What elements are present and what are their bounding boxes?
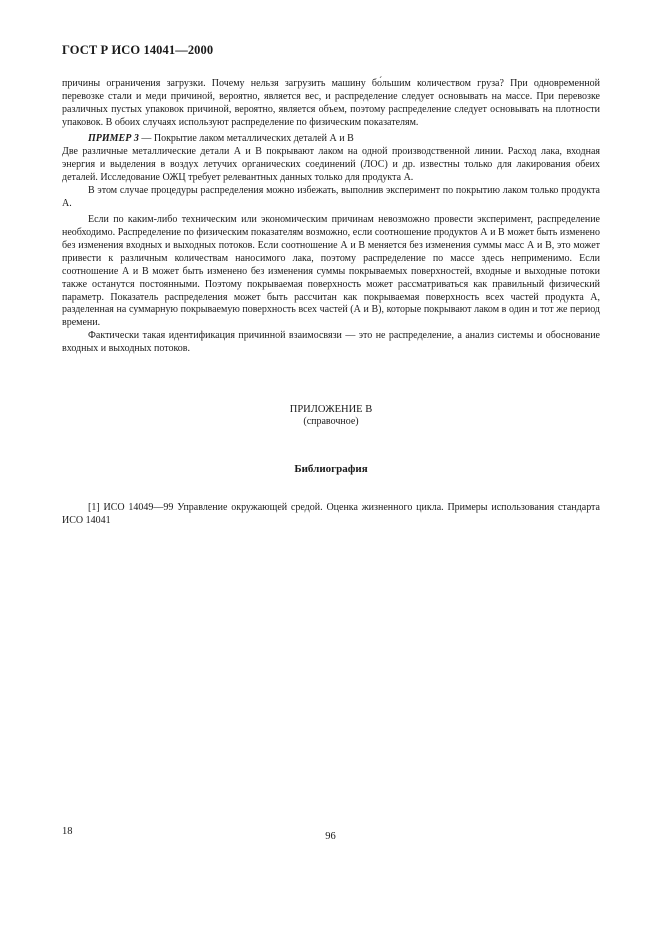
example-heading: [62, 133, 600, 146]
bibliography-list: [62, 501, 600, 527]
body-text: [62, 78, 600, 356]
paragraph-physical-allocation: Если по каким-либо техническим или экономическим причинам невозможно провести эксперимент, распределение необходимо. Распределение по физическим показателям возможно, если соотношение продуктов А и В может быть изменено без изменения входных и выходных потоков. Если соотношение А и В меняется без изменения суммы масс А и В, это может привести к различным количествам наносимого лака, поэтому распределение по массе здесь неприменимо. Если соотношение А и В может быть изменено без изменения суммы покрываемых поверхностей, входные и выходные потоки также останутся постоянными. Поэтому покрываемая поверхность может рассматриваться как правильный физический параметр. Показатель распределения может быть рассчитан как покрываемая поверхность всех частей продукта А, разделенная на суммарную покрываемую поверхность всех частей (А и В), которые покрывают лаком в один и тот же период времени.: [62, 214, 600, 329]
paragraph-example-description: Две различные металлические детали А и В покрывают лаком на одной производственной линии. Расход лака, входная энергия и выделения в воздух летучих органических соединений (ЛОС) и др. известны только для лакирования обеих деталей. Исследование ОЖЦ требует релевантных данных только для продукта А.: [62, 146, 600, 183]
bibliography-item: [1] ИСО 14049—99 Управление окружающей средой. Оценка жизненного цикла. Примеры использования стандарта ИСО 14041: [62, 502, 600, 526]
appendix-title: ПРИЛОЖЕНИЕ В: [289, 404, 373, 415]
page-number-center: 96: [325, 831, 336, 842]
example-title: — Покрытие лаком металлических деталей А и В: [138, 133, 354, 145]
document-header: ГОСТ Р ИСО 14041—2000: [62, 43, 214, 57]
paragraph-avoid-allocation: В этом случае процедуры распределения можно избежать, выполнив эксперимент по покрытию лаком только продукта А.: [62, 184, 600, 209]
page-number-left: 18: [62, 826, 73, 837]
bibliography-title: Библиография: [294, 463, 368, 475]
appendix-subtitle: (справочное): [303, 416, 359, 427]
appendix-heading: [62, 404, 600, 428]
example-label: ПРИМЕР 3: [88, 133, 139, 145]
paragraph-conclusion: Фактически такая идентификация причинной взаимосвязи — это не распределение, а анализ системы и обоснование входных и выходных потоков.: [62, 330, 600, 354]
paragraph-continuation: причины ограничения загрузки. Почему нельзя загрузить машину бо́льшим количеством груза? При одновременной перевозке стали и меди причиной, вероятно, является вес, и распределение следует основывать на массе. При перевозке различных пустых упаковок причиной, вероятно, является объем, поэтому распределение следует основывать на плотности упаковок. В обоих случаях используют распределение по физическим показателям.: [62, 78, 600, 128]
